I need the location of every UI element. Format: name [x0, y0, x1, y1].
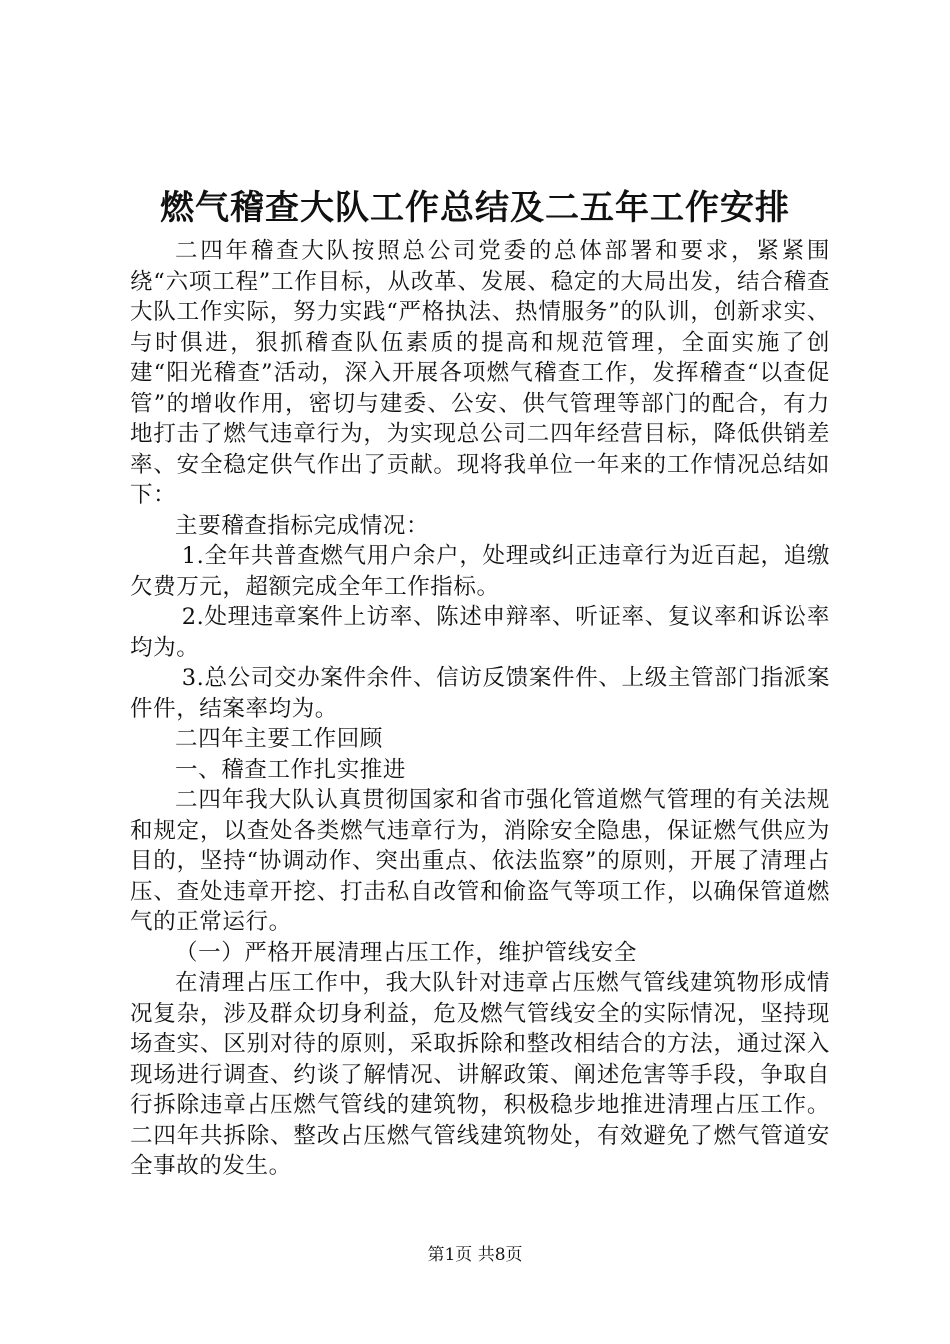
subsection-heading-1: （一）严格开展清理占压工作，维护管线安全 [175, 939, 638, 966]
indicators-heading: 主要稽查指标完成情况： [175, 512, 430, 539]
document-body [130, 236, 830, 1182]
section-1-paragraph: 二四年我大队认真贯彻国家和省市强化管道燃气管理的有关法规和规定，以查处各类燃气违章行为，消除安全隐患，保证燃气供应为目的，坚持“协调动作、突出重点、依法监察”的原则，开展了清理占压、查处违章开挖、打击私自改管和偷盗气等项工作，以确保管道燃气的正常运行。 [130, 787, 830, 935]
subsection-1-paragraph: 在清理占压工作中，我大队针对违章占压燃气管线建筑物形成情况复杂，涉及群众切身利益，危及燃气管线安全的实际情况，坚持现场查实、区别对待的原则，采取拆除和整改相结合的方法，通过深入现场进行调查、约谈了解情况、讲解政策、阐述危害等手段，争取自行拆除违章占压燃气管线的建筑物，积极稳步地推进清理占压工作。二四年共拆除、整改占压燃气管线建筑物处，有效避免了燃气管道安全事故的发生。 [130, 970, 830, 1179]
page-number-footer: 第1页 共8页 [427, 1245, 523, 1265]
intro-paragraph: 二四年稽查大队按照总公司党委的总体部署和要求，紧紧围绕“六项工程”工作目标，从改革、发展、稳定的大局出发，结合稽查大队工作实际，努力实践“严格执法、热情服务”的队训，创新求实、与时俱进，狠抓稽查队伍素质的提高和规范管理，全面实施了创建“阳光稽查”活动，深入开展各项燃气稽查工作，发挥稽查“以查促管”的增收作用，密切与建委、公安、供气管理等部门的配合，有力地打击了燃气违章行为，为实现总公司二四年经营目标，降低供销差率、安全稳定供气作出了贡献。现将我单位一年来的工作情况总结如下： [130, 238, 830, 508]
indicator-item-3: 3.总公司交办案件余件、信访反馈案件件、上级主管部门指派案件件，结案率均为。 [130, 665, 830, 722]
indicator-item-1: 1.全年共普查燃气用户余户，处理或纠正违章行为近百起，追缴欠费万元，超额完成全年工作指标。 [130, 543, 830, 600]
section-heading-1: 一、稽查工作扎实推进 [175, 756, 407, 783]
document-title: 燃气稽查大队工作总结及二五年工作安排 [160, 188, 790, 228]
indicator-item-2: 2.处理违章案件上访率、陈述申辩率、听证率、复议率和诉讼率均为。 [130, 604, 830, 661]
review-heading: 二四年主要工作回顾 [175, 726, 383, 752]
